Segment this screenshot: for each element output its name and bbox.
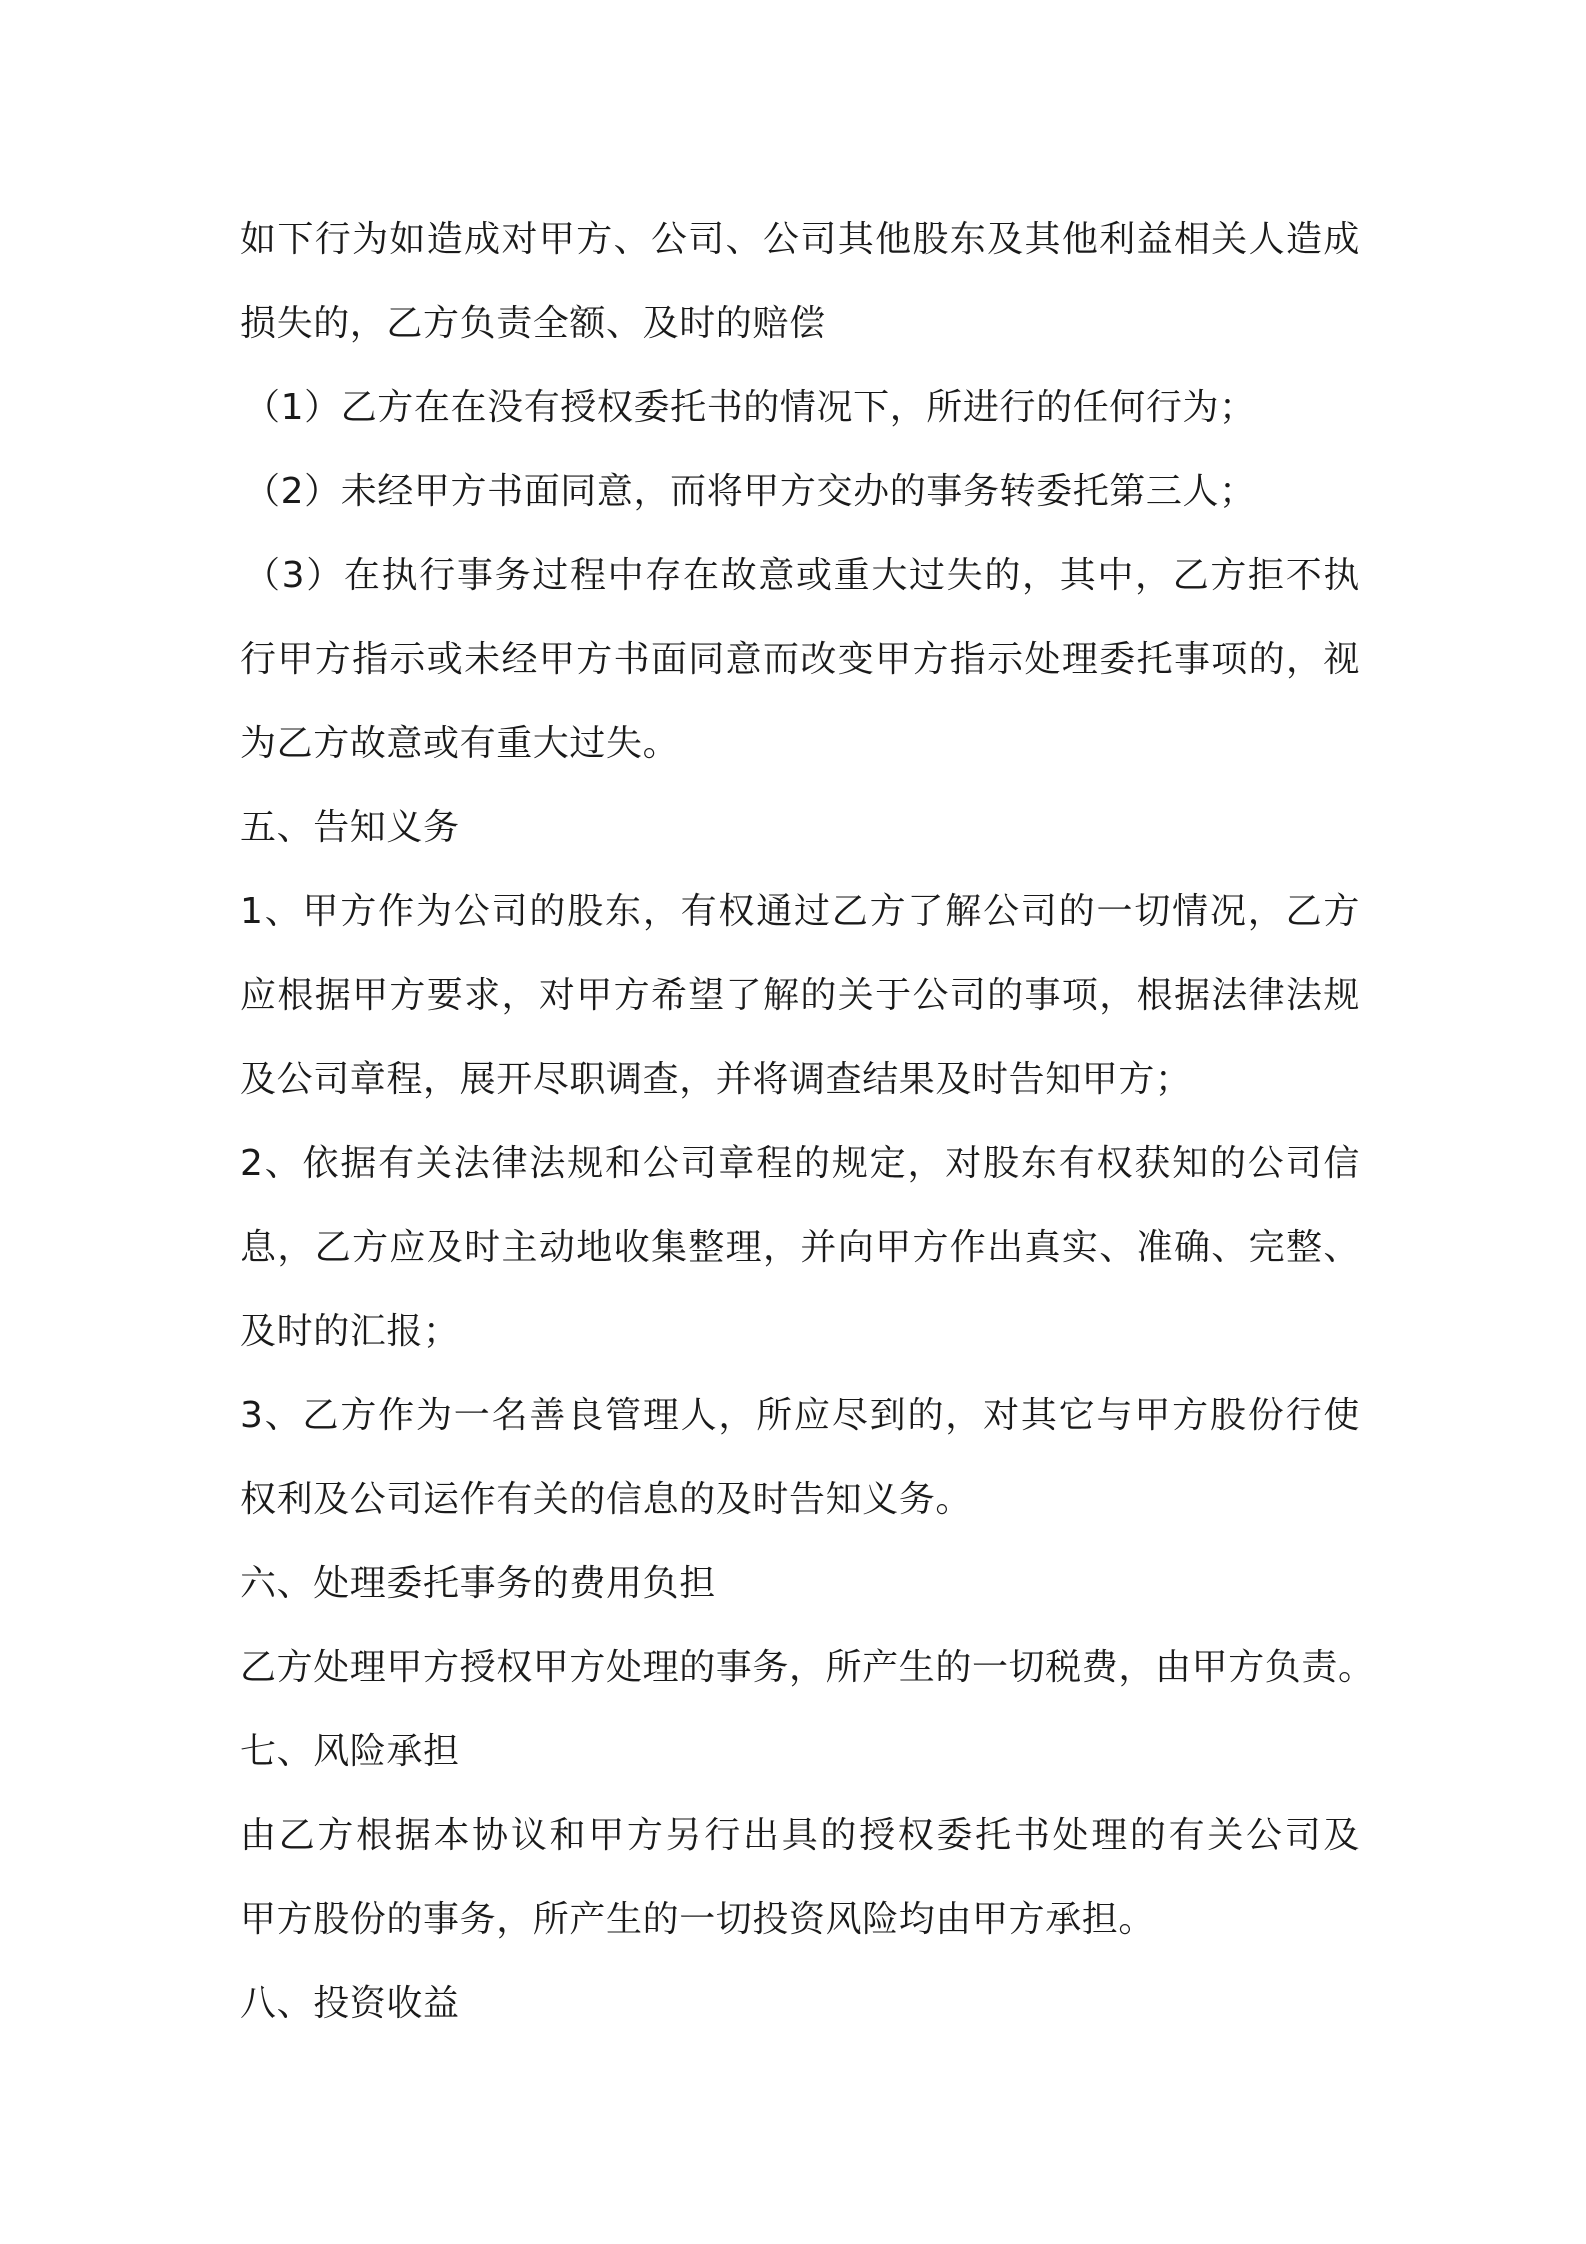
section-heading-8: 八、投资收益	[240, 1983, 460, 2024]
section-heading-7: 七、风险承担	[240, 1731, 460, 1772]
section-heading-5: 五、告知义务	[240, 807, 460, 848]
paragraph-line: 由乙方根据本协议和甲方另行出具的授权委托书处理的有关公司及	[240, 1815, 1360, 1856]
clause-3: 3、乙方作为一名善良管理人，所应尽到的，对其它与甲方股份行使	[240, 1395, 1360, 1436]
section-heading-6: 六、处理委托事务的费用负担	[240, 1563, 716, 1604]
list-item-1: （1）乙方在在没有授权委托书的情况下，所进行的任何行为；	[244, 387, 1256, 428]
list-item-2: （2）未经甲方书面同意，而将甲方交办的事务转委托第三人；	[244, 471, 1256, 512]
document-body	[240, 198, 1375, 2046]
paragraph-line: 乙方处理甲方授权甲方处理的事务，所产生的一切税费，由甲方负责。	[240, 1647, 1375, 1688]
paragraph-line: 及时的汇报；	[240, 1311, 460, 1352]
paragraph-line: 甲方股份的事务，所产生的一切投资风险均由甲方承担。	[240, 1899, 1156, 1940]
clause-2: 2、依据有关法律法规和公司章程的规定，对股东有权获知的公司信	[240, 1143, 1360, 1184]
paragraph-line: 权利及公司运作有关的信息的及时告知义务。	[240, 1479, 973, 1520]
paragraph-line: 如下行为如造成对甲方、公司、公司其他股东及其他利益相关人造成	[240, 219, 1360, 260]
paragraph-line: 损失的，乙方负责全额、及时的赔偿	[240, 303, 826, 344]
list-item-3: （3）在执行事务过程中存在故意或重大过失的，其中，乙方拒不执	[244, 555, 1360, 596]
paragraph-line: 息，乙方应及时主动地收集整理，并向甲方作出真实、准确、完整、	[240, 1227, 1360, 1268]
paragraph-line: 应根据甲方要求，对甲方希望了解的关于公司的事项，根据法律法规	[240, 975, 1360, 1016]
clause-1: 1、甲方作为公司的股东，有权通过乙方了解公司的一切情况，乙方	[240, 891, 1360, 932]
paragraph-line: 行甲方指示或未经甲方书面同意而改变甲方指示处理委托事项的，视	[240, 639, 1360, 680]
paragraph-line: 为乙方故意或有重大过失。	[240, 723, 680, 764]
paragraph-line: 及公司章程，展开尽职调查，并将调查结果及时告知甲方；	[240, 1059, 1192, 1100]
